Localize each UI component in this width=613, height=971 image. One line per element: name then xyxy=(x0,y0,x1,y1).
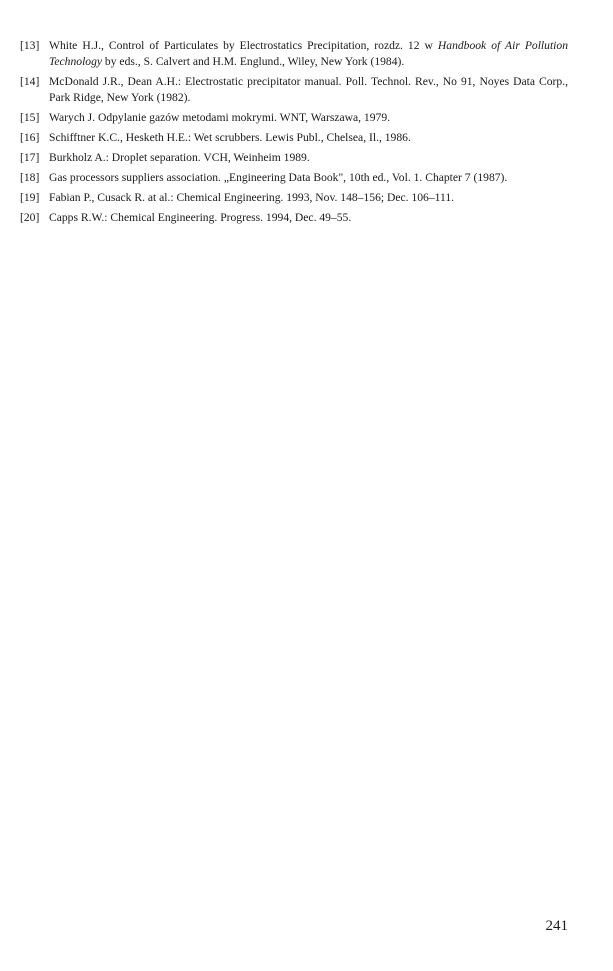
reference-number: [17] xyxy=(20,151,40,164)
reference-text: Capps R.W.: Chemical Engineering. Progress. 1994, Dec. 49–55. xyxy=(49,211,352,224)
reference-text: Schifftner K.C., Hesketh H.E.: Wet scrubbers. Lewis Publ., Chelsea, Il., 1986. xyxy=(49,131,411,144)
reference-item-18 xyxy=(20,170,568,186)
reference-list xyxy=(20,38,568,230)
reference-text: Warych J. Odpylanie gazów metodami mokrymi. WNT, Warszawa, 1979. xyxy=(49,111,391,124)
reference-item-17 xyxy=(20,150,568,166)
reference-number: [19] xyxy=(20,191,40,204)
reference-text: McDonald J.R., Dean A.H.: Electrostatic precipitator manual. Poll. Technol. Rev., No 91, Noyes Data Corp., Park Ridge, New York (1982). xyxy=(49,75,568,104)
reference-text: Gas processors suppliers association. „Engineering Data Book", 10th ed., Vol. 1. Chapter 7 (1987). xyxy=(49,171,508,184)
reference-item-14 xyxy=(20,74,568,106)
reference-number: [18] xyxy=(20,171,40,184)
reference-item-16 xyxy=(20,130,568,146)
reference-number: [15] xyxy=(20,111,40,124)
reference-text-part: by eds., S. Calvert and H.M. Englund., Wiley, New York (1984). xyxy=(102,55,405,68)
reference-number: [13] xyxy=(20,39,40,52)
reference-item-15 xyxy=(20,110,568,126)
page-number: 241 xyxy=(545,918,568,934)
reference-text-part: White H.J., Control of Particulates by Electrostatics Precipitation, rozdz. 12 w xyxy=(49,39,438,52)
reference-item-13 xyxy=(20,38,568,70)
reference-book-title: Handbook of Air Pollution Technology xyxy=(49,39,568,68)
reference-number: [16] xyxy=(20,131,40,144)
reference-item-19 xyxy=(20,190,568,206)
reference-text xyxy=(49,39,568,68)
reference-number: [20] xyxy=(20,211,40,224)
reference-number: [14] xyxy=(20,75,40,88)
reference-text: Burkholz A.: Droplet separation. VCH, Weinheim 1989. xyxy=(49,151,310,164)
reference-item-20 xyxy=(20,210,568,226)
reference-text: Fabian P., Cusack R. at al.: Chemical Engineering. 1993, Nov. 148–156; Dec. 106–111. xyxy=(49,191,455,204)
